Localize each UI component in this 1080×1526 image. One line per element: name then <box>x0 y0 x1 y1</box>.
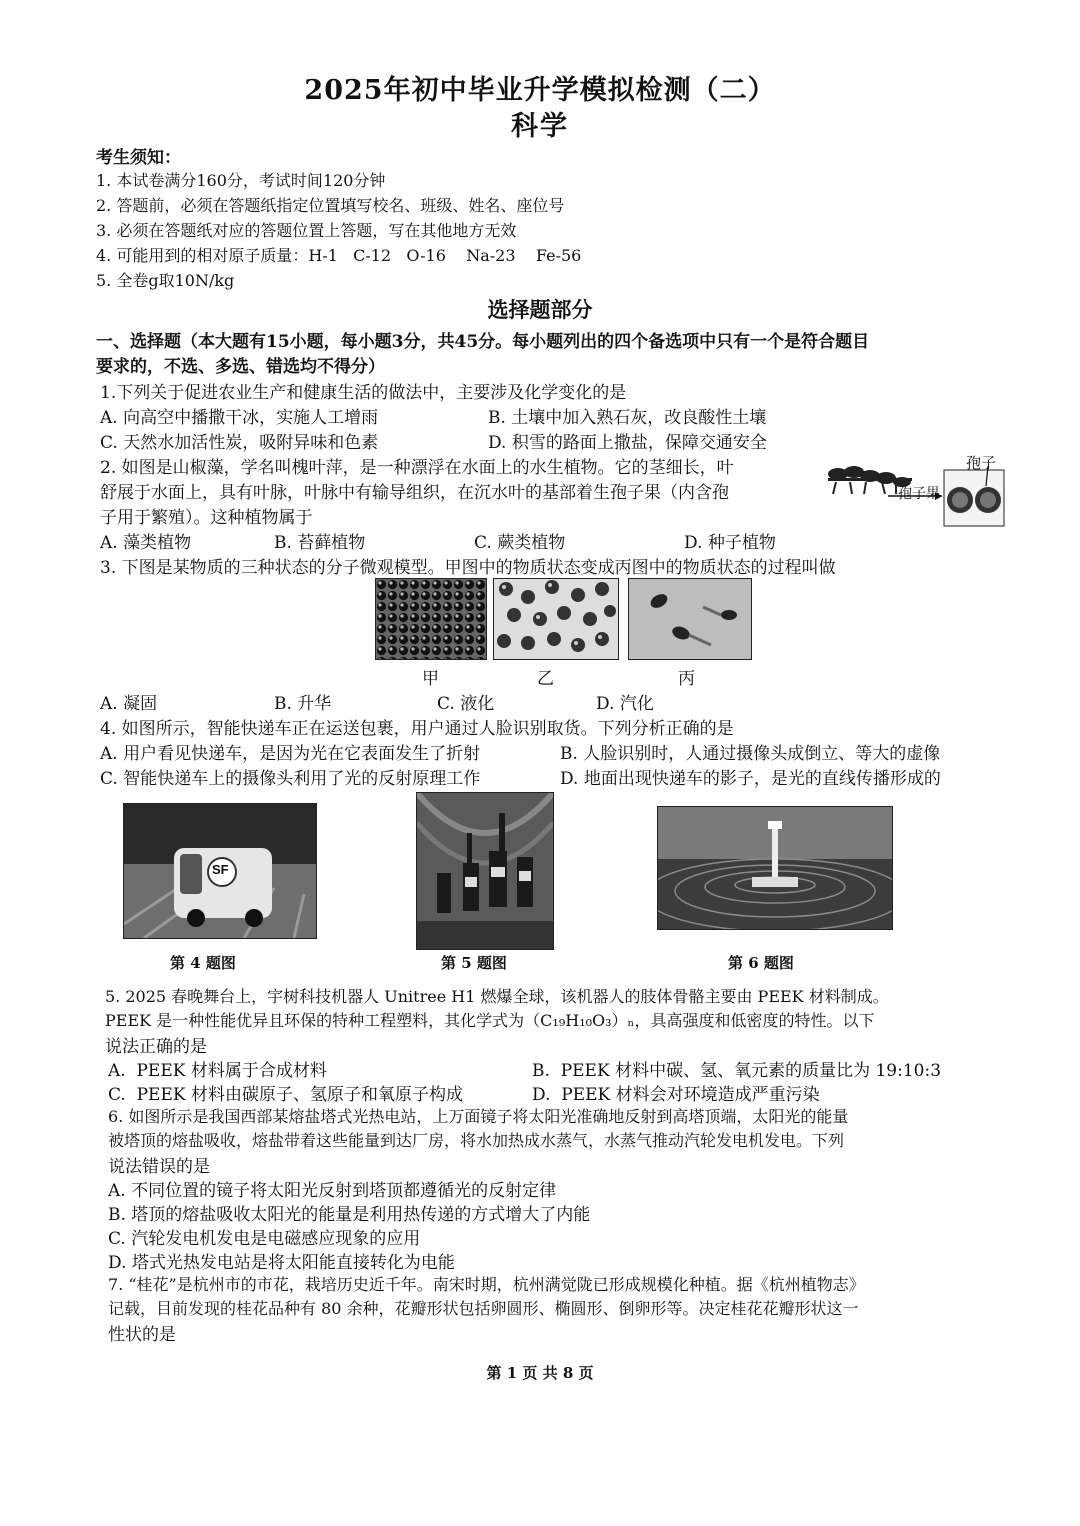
option-d: D. 塔式光热发电站是将太阳能直接转化为电能 <box>108 1253 455 1273</box>
option-a: A. 不同位置的镜子将太阳光反射到塔顶都遵循光的反射定律 <box>108 1181 557 1201</box>
question-stem: PEEK 是一种性能优异且环保的特种工程塑料，其化学式为（C₁₉H₁₀O₃）ₙ，具高强度和低密度的特性。以下 <box>105 1011 875 1030</box>
section-title: 选择题部分 <box>487 297 593 322</box>
spore-label: 孢子 <box>966 454 997 472</box>
solar-tower-illustration <box>658 807 892 929</box>
question-stem: 6. 如图所示是我国西部某熔盐塔式光热电站，上万面镜子将太阳光准确地反射到高塔顶端，太阳光的能量 <box>108 1107 849 1126</box>
option-b: B. 土壤中加入熟石灰，改良酸性土壤 <box>488 408 767 428</box>
question-stem: 说法正确的是 <box>105 1037 207 1057</box>
liquid-molecules-illustration <box>494 579 618 659</box>
notice-item: 3. 必须在答题纸对应的答题位置上答题，写在其他地方无效 <box>96 221 517 240</box>
option-a: A. 向高空中播撒干冰，实施人工增雨 <box>100 408 379 428</box>
question-stem: 1.下列关于促进农业生产和健康生活的做法中，主要涉及化学变化的是 <box>100 383 627 403</box>
figure-caption: 第 6 题图 <box>728 954 794 972</box>
option-d: D. 地面出现快递车的影子，是光的直线传播形成的 <box>560 769 941 789</box>
solid-state-model <box>375 578 487 660</box>
option-c: C. 汽轮发电机发电是电磁感应现象的应用 <box>108 1229 421 1249</box>
question-stem: 4. 如图所示，智能快递车正在运送包裹，用户通过人脸识别取货。下列分析正确的是 <box>100 719 734 739</box>
option-b: B. 人脸识别时，人通过摄像头成倒立、等大的虚像 <box>560 744 941 764</box>
option-a: A. 藻类植物 <box>100 533 192 553</box>
option-b: B. 塔顶的熔盐吸收太阳光的能量是利用热传递的方式增大了内能 <box>108 1205 591 1225</box>
option-c: C. 天然水加活性炭，吸附异味和色素 <box>100 433 379 453</box>
notice-item: 4. 可能用到的相对原子质量：H-1 C-12 O-16 Na-23 Fe-56 <box>96 246 582 265</box>
question-stem: 3. 下图是某物质的三种状态的分子微观模型。甲图中的物质状态变成丙图中的物质状态的过程叫做 <box>100 558 836 578</box>
liquid-state-model <box>493 578 619 660</box>
robots-illustration <box>417 793 553 949</box>
sporocarp-label: 孢子果 <box>898 486 940 502</box>
notice-item: 5. 全卷g取10N/kg <box>96 271 235 290</box>
option-c: C. PEEK 材料由碳原子、氢原子和氧原子构成 <box>108 1085 463 1105</box>
question-stem: 说法错误的是 <box>108 1157 210 1177</box>
option-a: A. 凝固 <box>100 694 158 714</box>
option-c: C. 液化 <box>437 694 495 714</box>
question-stem: 被塔顶的熔盐吸收，熔盐带着这些能量到达厂房，将水加热成水蒸气，水蒸气推动汽轮发电机发电。下列 <box>108 1131 845 1150</box>
solar-tower-photo <box>657 806 893 930</box>
question-stem: 7. “桂花”是杭州市的市花，栽培历史近千年。南宋时期，杭州满觉陇已形成规模化种植。据《杭州植物志》 <box>108 1275 865 1294</box>
label-jia: 甲 <box>422 669 439 689</box>
option-b: B. PEEK 材料中碳、氢、氧元素的质量比为 19:10:3 <box>532 1061 942 1081</box>
notice-item: 2. 答题前，必须在答题纸指定位置填写校名、班级、姓名、座位号 <box>96 196 565 215</box>
delivery-vehicle-photo <box>123 803 317 939</box>
label-yi: 乙 <box>537 669 554 689</box>
question-stem: 记载，目前发现的桂花品种有 80 余种，花瓣形状包括卵圆形、椭圆形、倒卵形等。决定桂花花瓣形状这一 <box>108 1299 859 1318</box>
question-stem: 舒展于水面上，具有叶脉，叶脉中有输导组织，在沉水叶的基部着生孢子果（内含孢 <box>100 483 729 503</box>
page-number: 第 1 页 共 8 页 <box>486 1364 594 1382</box>
notice-item: 1. 本试卷满分160分，考试时间120分钟 <box>96 171 386 190</box>
exam-title: 2025年初中毕业升学模拟检测（二） <box>304 75 776 106</box>
option-d: D. 积雪的路面上撒盐，保障交通安全 <box>488 433 767 453</box>
option-a: A. 用户看见快递车，是因为光在它表面发生了折射 <box>100 744 481 764</box>
solid-molecules-illustration <box>376 579 486 659</box>
question-stem: 性状的是 <box>108 1325 176 1345</box>
gas-state-model <box>628 578 752 660</box>
option-c: C. 智能快递车上的摄像头利用了光的反射原理工作 <box>100 769 481 789</box>
salvinia-figure <box>826 452 1006 528</box>
question-stem: 2. 如图是山椒藻，学名叫槐叶萍，是一种漂浮在水面上的水生植物。它的茎细长，叶 <box>100 458 734 478</box>
part-instructions: 一、选择题（本大题有15小题，每小题3分，共45分。每小题列出的四个备选项中只有一个是符合题目 <box>96 332 870 352</box>
question-stem: 5. 2025 春晚舞台上，宇树科技机器人 Unitree H1 燃爆全球，该机器人的肢体骨骼主要由 PEEK 材料制成。 <box>105 987 889 1006</box>
option-b: B. 升华 <box>274 694 332 714</box>
figure-caption: 第 5 题图 <box>441 954 507 972</box>
figure-caption: 第 4 题图 <box>170 954 236 972</box>
notice-heading: 考生须知： <box>96 148 181 168</box>
part-instructions: 要求的，不选、多选、错选均不得分） <box>96 357 385 377</box>
option-d: D. PEEK 材料会对环境造成严重污染 <box>532 1085 820 1105</box>
option-d: D. 汽化 <box>596 694 654 714</box>
robot-stage-photo <box>416 792 554 950</box>
sf-logo: SF <box>212 862 229 877</box>
gas-molecules-illustration <box>629 579 751 659</box>
option-b: B. 苔藓植物 <box>274 533 366 553</box>
option-a: A. PEEK 材料属于合成材料 <box>108 1061 327 1081</box>
question-stem: 子用于繁殖）。这种植物属于 <box>100 508 313 528</box>
option-d: D. 种子植物 <box>684 533 776 553</box>
label-bing: 丙 <box>678 669 695 689</box>
option-c: C. 蕨类植物 <box>474 533 566 553</box>
subject-title: 科学 <box>511 111 569 142</box>
